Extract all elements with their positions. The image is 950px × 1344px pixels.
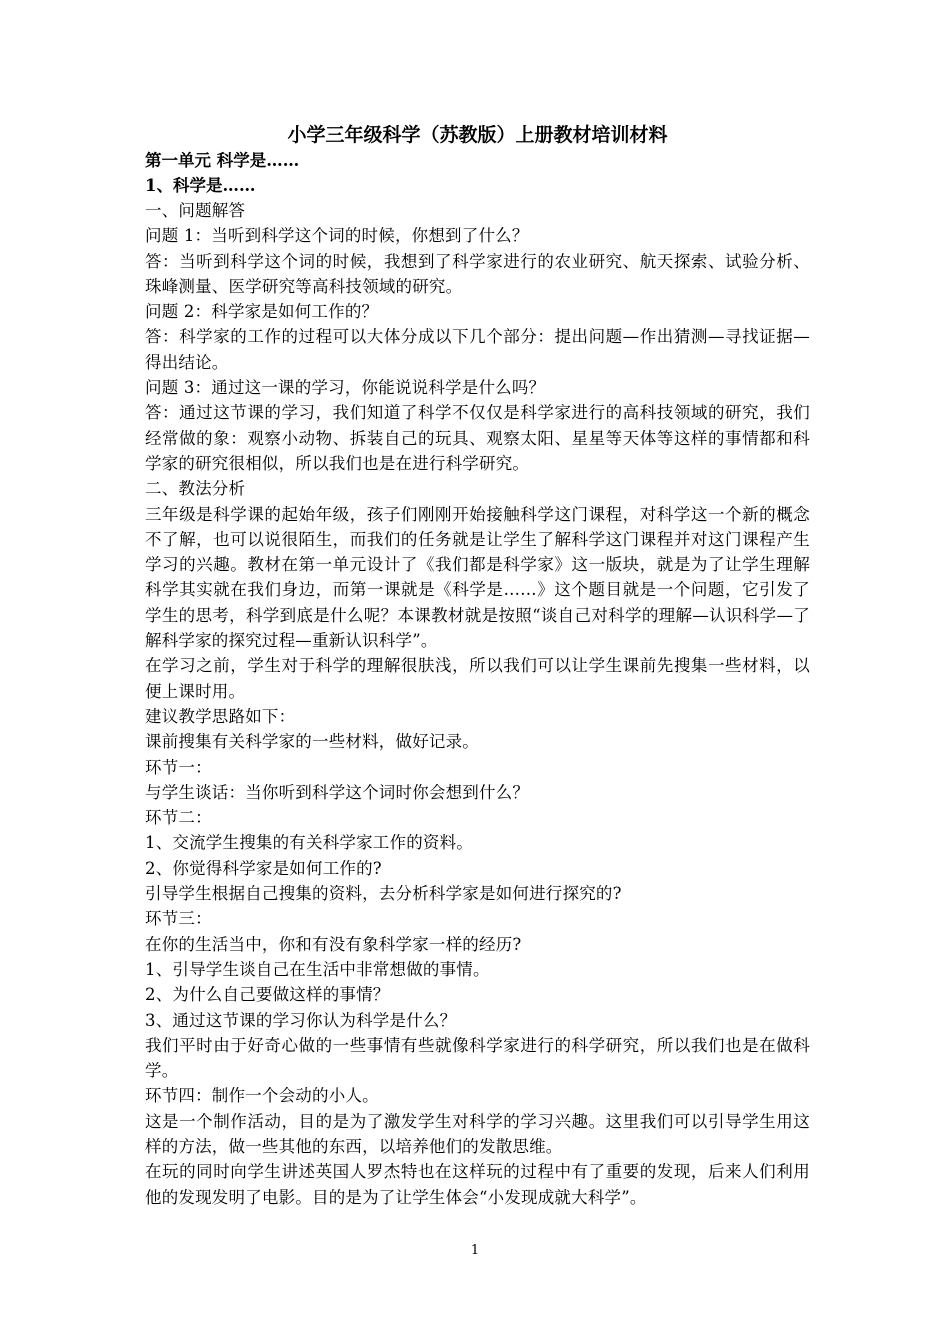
section-heading-questions: 一、问题解答	[145, 201, 246, 220]
question-1: 问题 1：当听到科学这个词的时候，你想到了什么？	[145, 226, 529, 246]
step-1-heading: 环节一：	[145, 757, 212, 777]
step-2-heading: 环节二：	[145, 808, 212, 828]
unit-heading: 第一单元 科学是……	[145, 151, 300, 170]
step-2-item-1: 1、交流学生搜集的有关科学家工作的资料。	[145, 833, 473, 853]
step-3-heading: 环节三：	[145, 909, 212, 929]
answer-1: 答：当听到科学这个词的时候，我想到了科学家进行的农业研究、航天探索、试验分析、珠峰测量、医学研究等高科技领域的研究。	[145, 251, 810, 296]
answer-3: 答：通过这节课的学习，我们知道了科学不仅仅是科学家进行的高科技领域的研究，我们经常做的象：观察小动物、拆装自己的玩具、观察太阳、星星等天体等这样的事情都和科学家的研究很相似，所以我们也是在进行科学研究。	[145, 403, 810, 473]
step-1-talk: 与学生谈话：当你听到科学这个词时你会想到什么？	[145, 782, 530, 802]
section-heading-method: 二、教法分析	[145, 479, 246, 499]
page-number: 1	[470, 1243, 480, 1258]
method-paragraph-2: 在学习之前，学生对于科学的理解很肤浅，所以我们可以让学生课前先搜集一些材料，以便上课时用。	[145, 656, 810, 701]
step-3-question: 在你的生活当中，你和有没有象科学家一样的经历?	[145, 934, 522, 954]
step-4-paragraph-2: 在玩的同时向学生讲述英国人罗杰特也在这样玩的过程中有了重要的发现，后来人们利用他的发现发明了电影。目的是为了让学生体会“小发现成就大科学”。	[145, 1162, 810, 1207]
step-2-item-2: 2、你觉得科学家是如何工作的?	[145, 858, 382, 878]
document-body	[145, 122, 810, 1210]
step-3-item-3: 3、通过这节课的学习你认为科学是什么？	[145, 1010, 457, 1030]
step-3-item-1: 1、引导学生谈自己在生活中非常想做的事情。	[145, 959, 490, 979]
step-4-heading: 环节四：制作一个会动的小人。	[145, 1086, 379, 1106]
step-3-item-2: 2、为什么自己要做这样的事情？	[145, 985, 390, 1005]
lesson-heading: 1、科学是……	[145, 176, 256, 195]
method-paragraph-1: 三年级是科学课的起始年级，孩子们刚刚开始接触科学这门课程，对科学这一个新的概念不了解，也可以说很陌生，而我们的任务就是让学生了解科学这门课程并对这门课程产生学习的兴趣。教材在第一单元设计了《我们都是科学家》这一版块，就是为了让学生理解科学其实就在我们身边，而第一课就是《科学是……》这个题目就是一个问题，它引发了学生的思考，科学到底是什么呢？本课教材就是按照“谈自己对科学的理解—认识科学—了解科学家的探究过程—重新认识科学”。	[145, 504, 810, 651]
answer-2: 答：科学家的工作的过程可以大体分成以下几个部分：提出问题—作出猜测—寻找证据—得出结论。	[145, 327, 810, 372]
preparation-line: 课前搜集有关科学家的一些材料，做好记录。	[145, 732, 479, 752]
question-2: 问题 2：科学家是如何工作的？	[145, 302, 379, 322]
step-2-item-3: 引导学生根据自己搜集的资料，去分析科学家是如何进行探究的?	[145, 884, 622, 904]
question-3: 问题 3：通过这一课的学习，你能说说科学是什么吗？	[145, 378, 546, 398]
step-3-summary: 我们平时由于好奇心做的一些事情有些就像科学家进行的科学研究，所以我们也是在做科学。	[145, 1035, 810, 1081]
step-4-paragraph-1: 这是一个制作活动，目的是为了激发学生对科学的学习兴趣。这里我们可以引导学生用这样的方法，做一些其他的东西，以培养他们的发散思维。	[145, 1111, 810, 1156]
document-title: 小学三年级科学（苏教版）上册教材培训材料	[287, 124, 668, 146]
suggestion-line: 建议教学思路如下：	[145, 706, 296, 726]
